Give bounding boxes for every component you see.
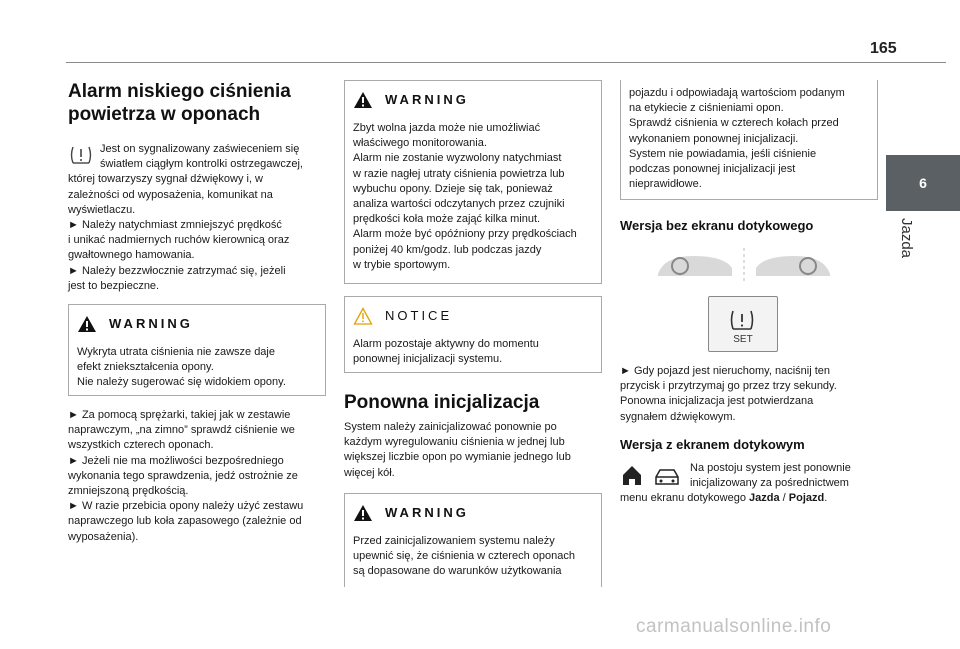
home-car-icon: [620, 463, 682, 487]
action-line: wykonania tego sprawdzenia, jedź ostrożnie ze: [68, 469, 298, 482]
touchscreen-line-text: menu ekranu dotykowego: [620, 492, 750, 505]
action-line: zmniejszoną prędkością.: [68, 485, 189, 498]
top-divider: [66, 62, 946, 63]
warning-triangle-icon: [353, 91, 373, 109]
set-button-label: SET: [733, 334, 753, 345]
notice-triangle-icon: [353, 307, 373, 325]
warning-line: właściwego monitorowania.: [353, 137, 487, 150]
warning-triangle-icon: [77, 315, 97, 333]
intro-line: ► Należy natychmiast zmniejszyć prędkość: [68, 219, 282, 232]
intro-line: gwałtownego hamowania.: [68, 249, 195, 262]
warning-line: System nie powiadamia, jeśli ciśnienie: [629, 147, 817, 160]
intro-line: i unikać nadmiernych ruchów kierownicą oraz: [68, 234, 290, 247]
reinit-line: System należy zainicjalizować ponownie po: [344, 421, 557, 433]
action-line: ► Jeżeli nie ma możliwości bezpośredniego: [68, 454, 284, 467]
column-1: [68, 80, 326, 545]
warning-line: Przed zainicjalizowaniem systemu należy: [353, 534, 555, 547]
action-line: naprawczego lub koła zapasowego (zależnie od: [68, 515, 302, 528]
subsection-title-no-touchscreen: Wersja bez ekranu dotykowego: [620, 218, 814, 233]
warning-title: WARNING: [109, 316, 193, 332]
notice-line: ponownej inicjalizacji systemu.: [353, 353, 503, 366]
warning-box-3-continued: [620, 80, 878, 200]
set-button[interactable]: [708, 296, 778, 352]
step-line: sygnałem dźwiękowym.: [620, 410, 736, 423]
tpms-warning-icon: [68, 144, 94, 166]
sentence-end: .: [824, 492, 828, 505]
warning-line: Sprawdź ciśnienia w czterech kołach przed: [629, 117, 839, 130]
touchscreen-steps: [620, 461, 878, 507]
warning-box-2: [344, 80, 602, 284]
warning-line: analiza wartości odczytanych przez czujniki: [353, 198, 565, 211]
intro-line: wyświetlaczu.: [68, 203, 136, 216]
warning-title: WARNING: [385, 505, 469, 521]
warning-box-1: [68, 304, 326, 396]
action-line: ► Za pomocą sprężarki, takiej jak w zestawie: [68, 409, 291, 422]
menu-separator: /: [779, 492, 789, 505]
notice-title: NOTICE: [385, 308, 453, 324]
section-title-reinit: Ponowna inicjalizacja: [344, 392, 540, 413]
notice-box: [344, 296, 602, 373]
intro-line: jest to bezpieczne.: [68, 279, 160, 292]
warning-line: wybuchu opony. Dzieje się tak, ponieważ: [353, 182, 553, 195]
intro-line: ► Należy bezzwłocznie zatrzymać się, jeżeli: [68, 264, 286, 277]
column-2: [344, 80, 602, 587]
warning-line: na etykiecie z ciśnieniami opon.: [629, 102, 784, 115]
warning-line: Zbyt wolna jazda może nie umożliwiać: [353, 122, 541, 134]
menu-item-jazda[interactable]: Jazda: [749, 492, 780, 505]
warning-triangle-icon: [353, 504, 373, 522]
watermark: carmanualsonline.info: [636, 616, 832, 637]
warning-line: upewnić się, że ciśnienia w czterech oponach: [353, 550, 575, 563]
warning-line: pojazdu i odpowiadają wartościom podanym: [629, 87, 845, 99]
warning-line: prędkości koła może zająć kilka minut.: [353, 213, 541, 226]
set-button-illustration: [620, 248, 878, 348]
section-title-alarm: Alarm niskiego ciśnienia powietrza w oponach: [68, 81, 291, 125]
menu-item-pojazd[interactable]: Pojazd: [788, 492, 825, 505]
subsection-title-touchscreen: Wersja z ekranem dotykowym: [620, 436, 805, 452]
action-line: wyposażenia).: [68, 530, 139, 543]
warning-line: Nie należy sugerować się widokiem opony.: [77, 376, 286, 389]
warning-title: WARNING: [385, 92, 469, 108]
action-line: wszystkich czterech oponach.: [68, 439, 214, 452]
warning-line: są dopasowane do warunków użytkowania: [353, 565, 562, 578]
step-line: Ponowna inicjalizacja jest potwierdzana: [620, 395, 814, 408]
touchscreen-line: Na postoju system jest ponownie: [690, 461, 851, 474]
warning-line: w razie nagłej utraty ciśnienia powietrza lub: [353, 167, 565, 180]
intro-line: Jest on sygnalizowany zaświeceniem się: [100, 143, 300, 155]
warning-line: wykonaniem ponownej inicjalizacji.: [629, 132, 799, 145]
warning-line: podczas ponownej inicjalizacji jest: [629, 163, 796, 176]
steering-wheel-icon: [654, 248, 834, 282]
chapter-label: Jazda: [898, 218, 915, 259]
notice-line: Alarm pozostaje aktywny do momentu: [353, 338, 539, 350]
warning-line: Alarm nie zostanie wyzwolony natychmiast: [353, 152, 562, 165]
reinit-text: [344, 420, 602, 481]
action-line: ► W razie przebicia opony należy użyć zestawu: [68, 500, 304, 513]
chapter-tab[interactable]: 6: [886, 155, 960, 211]
warning-line: Alarm może być opóźniony przy prędkościach: [353, 228, 577, 241]
intro-line: zależności od wyposażenia, komunikat na: [68, 188, 273, 201]
column-3: [620, 80, 878, 506]
action-line: naprawczym, „na zimno” sprawdź ciśnienie we: [68, 424, 295, 437]
touchscreen-line: inicjalizowany za pośrednictwem: [690, 477, 849, 490]
step-line: ► Gdy pojazd jest nieruchomy, naciśnij ten: [620, 365, 831, 377]
alarm-intro: [68, 142, 326, 294]
warning-box-3: [344, 493, 602, 587]
no-touchscreen-steps: [620, 364, 878, 425]
warning-line: efekt zniekształcenia opony.: [77, 361, 214, 374]
step-line: przycisk i przytrzymaj go przez trzy sekundy.: [620, 380, 837, 393]
warning-line: w trybie sportowym.: [353, 258, 451, 271]
warning-line: Wykryta utrata ciśnienia nie zawsze daje: [77, 346, 275, 359]
page-number: 165: [870, 40, 897, 57]
intro-line: której towarzyszy sygnał dźwiękowy i, w: [68, 173, 264, 186]
warning-line: poniżej 40 km/godz. lub podczas jazdy: [353, 243, 542, 256]
touchscreen-line-3: [620, 491, 878, 506]
reinit-line: każdym wyregulowaniu ciśnienia w jednej lub: [344, 436, 565, 449]
alarm-actions: [68, 408, 326, 545]
reinit-line: większej liczbie opon po wymianie jednego lub: [344, 451, 571, 464]
reinit-line: więcej kół.: [344, 466, 395, 479]
intro-line: światłem ciągłym kontrolki ostrzegawczej,: [100, 158, 303, 171]
warning-line: nieprawidłowe.: [629, 178, 702, 191]
